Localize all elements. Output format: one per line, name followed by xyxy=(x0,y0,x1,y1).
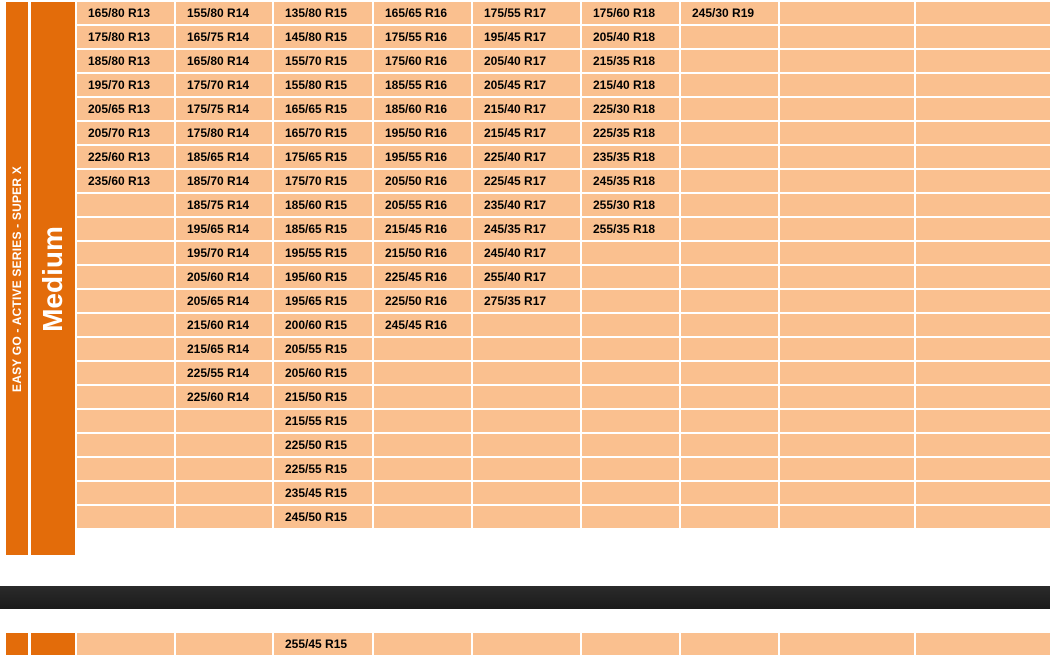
tire-size-cell xyxy=(77,434,174,456)
tire-size-cell xyxy=(374,633,471,655)
tire-size-cell xyxy=(374,386,471,408)
tire-size-cell: 225/60 R14 xyxy=(176,386,272,408)
tire-size-cell xyxy=(681,194,778,216)
tire-size-cell xyxy=(780,338,914,360)
tire-size-cell: 175/75 R14 xyxy=(176,98,272,120)
tire-size-cell: 175/80 R14 xyxy=(176,122,272,144)
tire-size-cell xyxy=(916,122,1050,144)
tire-size-cell xyxy=(374,338,471,360)
tire-size-cell: 205/40 R17 xyxy=(473,50,580,72)
tire-size-cell xyxy=(681,506,778,528)
tire-size-cell xyxy=(780,122,914,144)
tire-size-cell xyxy=(780,506,914,528)
tire-size-cell: 225/35 R18 xyxy=(582,122,679,144)
tire-size-cell: 175/80 R13 xyxy=(77,26,174,48)
tire-size-cell xyxy=(681,146,778,168)
tire-size-cell: 165/65 R15 xyxy=(274,98,372,120)
tire-size-cell xyxy=(77,290,174,312)
tire-size-cell xyxy=(681,362,778,384)
tire-size-cell xyxy=(582,338,679,360)
tire-size-cell: 205/55 R15 xyxy=(274,338,372,360)
tire-size-cell: 175/70 R15 xyxy=(274,170,372,192)
tire-size-cell xyxy=(374,458,471,480)
tire-size-cell xyxy=(77,242,174,264)
tire-size-cell xyxy=(582,410,679,432)
tire-size-cell xyxy=(582,290,679,312)
tire-size-cell: 175/60 R16 xyxy=(374,50,471,72)
tire-size-cell xyxy=(780,50,914,72)
tire-size-cell: 205/60 R14 xyxy=(176,266,272,288)
tire-size-cell xyxy=(681,386,778,408)
tire-size-cell: 215/45 R16 xyxy=(374,218,471,240)
tire-size-cell: 175/55 R16 xyxy=(374,26,471,48)
tire-size-cell: 205/50 R16 xyxy=(374,170,471,192)
tire-size-cell: 205/45 R17 xyxy=(473,74,580,96)
tire-size-cell xyxy=(77,458,174,480)
tire-size-cell xyxy=(916,266,1050,288)
tire-size-cell: 185/60 R15 xyxy=(274,194,372,216)
tire-size-cell xyxy=(582,314,679,336)
tire-size-cell xyxy=(780,194,914,216)
tire-size-cell: 165/75 R14 xyxy=(176,26,272,48)
tire-size-table xyxy=(77,2,1047,528)
tire-size-cell xyxy=(916,74,1050,96)
tire-size-cell: 195/70 R13 xyxy=(77,74,174,96)
tire-size-cell xyxy=(582,242,679,264)
tire-size-cell: 235/60 R13 xyxy=(77,170,174,192)
tire-size-cell xyxy=(176,633,272,655)
grade-side-continued xyxy=(31,633,75,655)
tire-size-cell: 245/35 R18 xyxy=(582,170,679,192)
tire-size-cell: 215/40 R18 xyxy=(582,74,679,96)
tire-size-cell xyxy=(681,122,778,144)
tire-size-cell xyxy=(582,482,679,504)
tire-size-cell xyxy=(77,506,174,528)
grade-label-text: Medium xyxy=(37,225,68,332)
tire-size-cell xyxy=(780,2,914,24)
tire-size-cell xyxy=(681,290,778,312)
tire-size-cell xyxy=(780,146,914,168)
tire-size-cell: 215/65 R14 xyxy=(176,338,272,360)
tire-size-cell xyxy=(176,458,272,480)
tire-size-cell xyxy=(916,170,1050,192)
series-side-label xyxy=(6,2,28,555)
tire-size-cell xyxy=(780,386,914,408)
tire-size-cell: 245/30 R19 xyxy=(681,2,778,24)
tire-size-cell: 175/60 R18 xyxy=(582,2,679,24)
tire-size-cell: 185/75 R14 xyxy=(176,194,272,216)
tire-size-cell xyxy=(780,314,914,336)
tire-size-cell: 215/35 R18 xyxy=(582,50,679,72)
tire-size-cell xyxy=(681,434,778,456)
tire-size-cell xyxy=(681,458,778,480)
tire-size-cell xyxy=(916,50,1050,72)
tire-size-cell: 185/80 R13 xyxy=(77,50,174,72)
tire-size-cell xyxy=(176,506,272,528)
tire-size-table-continued xyxy=(77,633,1047,655)
tire-size-cell: 245/50 R15 xyxy=(274,506,372,528)
tire-size-cell xyxy=(681,74,778,96)
tire-size-cell xyxy=(681,410,778,432)
tire-size-cell: 185/65 R14 xyxy=(176,146,272,168)
tire-size-cell xyxy=(916,338,1050,360)
tire-size-cell: 225/55 R14 xyxy=(176,362,272,384)
tire-size-cell xyxy=(473,434,580,456)
tire-size-cell: 235/45 R15 xyxy=(274,482,372,504)
tire-size-cell xyxy=(916,633,1050,655)
tire-size-cell xyxy=(77,386,174,408)
tire-size-cell xyxy=(916,386,1050,408)
tire-size-cell: 205/55 R16 xyxy=(374,194,471,216)
tire-size-cell xyxy=(780,242,914,264)
tire-size-cell: 245/35 R17 xyxy=(473,218,580,240)
page-divider-bar xyxy=(0,586,1050,609)
tire-size-cell xyxy=(681,314,778,336)
tire-size-cell: 195/45 R17 xyxy=(473,26,580,48)
tire-size-cell xyxy=(473,506,580,528)
tire-size-cell xyxy=(374,362,471,384)
tire-size-cell: 255/35 R18 xyxy=(582,218,679,240)
tire-size-cell: 215/40 R17 xyxy=(473,98,580,120)
tire-size-cell xyxy=(681,482,778,504)
tire-size-cell: 215/60 R14 xyxy=(176,314,272,336)
tire-size-cell xyxy=(780,458,914,480)
tire-size-cell xyxy=(582,458,679,480)
tire-size-cell: 175/65 R15 xyxy=(274,146,372,168)
tire-size-cell: 255/30 R18 xyxy=(582,194,679,216)
tire-size-cell xyxy=(77,482,174,504)
tire-size-cell xyxy=(780,290,914,312)
tire-size-cell: 165/80 R13 xyxy=(77,2,174,24)
tire-size-cell: 225/55 R15 xyxy=(274,458,372,480)
tire-size-cell: 145/80 R15 xyxy=(274,26,372,48)
tire-size-cell xyxy=(582,266,679,288)
tire-size-cell: 195/55 R16 xyxy=(374,146,471,168)
tire-size-cell xyxy=(780,410,914,432)
tire-size-cell xyxy=(473,338,580,360)
tire-size-cell xyxy=(681,218,778,240)
tire-size-cell: 205/70 R13 xyxy=(77,122,174,144)
tire-size-cell: 255/40 R17 xyxy=(473,266,580,288)
tire-size-cell xyxy=(582,633,679,655)
tire-size-cell xyxy=(176,410,272,432)
tire-size-cell xyxy=(582,362,679,384)
tire-size-cell: 255/45 R15 xyxy=(274,633,372,655)
tire-size-cell xyxy=(780,434,914,456)
tire-size-cell xyxy=(681,26,778,48)
tire-size-cell xyxy=(916,410,1050,432)
tire-size-cell: 165/70 R15 xyxy=(274,122,372,144)
tire-size-cell xyxy=(780,218,914,240)
tire-size-cell xyxy=(582,386,679,408)
grade-side-label xyxy=(31,2,75,555)
series-label-text: EASY GO - ACTIVE SERIES - SUPER X xyxy=(10,165,25,392)
tire-size-cell: 225/45 R17 xyxy=(473,170,580,192)
tire-size-cell: 195/65 R15 xyxy=(274,290,372,312)
tire-size-cell xyxy=(681,338,778,360)
tire-size-cell: 165/80 R14 xyxy=(176,50,272,72)
tire-size-cell: 155/80 R15 xyxy=(274,74,372,96)
tire-size-cell xyxy=(916,458,1050,480)
tire-size-cell xyxy=(473,362,580,384)
tire-size-cell xyxy=(473,386,580,408)
tire-size-cell: 195/50 R16 xyxy=(374,122,471,144)
tire-size-cell: 225/30 R18 xyxy=(582,98,679,120)
tire-size-cell: 215/50 R15 xyxy=(274,386,372,408)
tire-size-cell xyxy=(176,482,272,504)
tire-size-cell xyxy=(780,170,914,192)
tire-size-cell: 225/60 R13 xyxy=(77,146,174,168)
tire-size-cell xyxy=(916,290,1050,312)
tire-size-cell xyxy=(582,434,679,456)
tire-size-cell xyxy=(681,170,778,192)
tire-size-cell: 235/40 R17 xyxy=(473,194,580,216)
tire-size-cell xyxy=(374,482,471,504)
tire-size-cell xyxy=(681,242,778,264)
series-side-continued xyxy=(6,633,28,655)
tire-size-cell: 275/35 R17 xyxy=(473,290,580,312)
tire-size-cell: 215/55 R15 xyxy=(274,410,372,432)
tire-size-cell: 215/45 R17 xyxy=(473,122,580,144)
tire-size-cell xyxy=(780,98,914,120)
tire-size-cell: 195/60 R15 xyxy=(274,266,372,288)
tire-size-cell: 205/65 R13 xyxy=(77,98,174,120)
tire-size-cell xyxy=(77,194,174,216)
tire-size-cell xyxy=(374,410,471,432)
tire-size-cell: 155/70 R15 xyxy=(274,50,372,72)
tire-size-cell xyxy=(77,338,174,360)
tire-size-cell: 205/65 R14 xyxy=(176,290,272,312)
tire-size-cell: 185/65 R15 xyxy=(274,218,372,240)
tire-size-cell xyxy=(473,633,580,655)
tire-size-cell xyxy=(780,362,914,384)
tire-size-cell: 245/40 R17 xyxy=(473,242,580,264)
tire-size-cell: 245/45 R16 xyxy=(374,314,471,336)
tire-size-cell: 225/50 R15 xyxy=(274,434,372,456)
tire-size-cell xyxy=(780,74,914,96)
tire-size-cell xyxy=(780,26,914,48)
tire-size-cell: 225/45 R16 xyxy=(374,266,471,288)
tire-size-cell xyxy=(780,482,914,504)
tire-size-cell xyxy=(916,218,1050,240)
tire-size-cell xyxy=(77,314,174,336)
tire-size-cell: 225/40 R17 xyxy=(473,146,580,168)
tire-size-cell: 195/70 R14 xyxy=(176,242,272,264)
tire-size-cell xyxy=(473,410,580,432)
tire-size-cell xyxy=(780,633,914,655)
tire-size-cell: 200/60 R15 xyxy=(274,314,372,336)
tire-size-cell xyxy=(681,98,778,120)
tire-size-cell xyxy=(916,482,1050,504)
tire-size-cell: 185/60 R16 xyxy=(374,98,471,120)
tire-size-cell xyxy=(176,434,272,456)
tire-size-cell xyxy=(681,50,778,72)
tire-size-cell xyxy=(473,482,580,504)
tire-size-cell xyxy=(374,434,471,456)
tire-size-cell: 195/65 R14 xyxy=(176,218,272,240)
tire-size-cell xyxy=(77,266,174,288)
tire-size-cell xyxy=(916,194,1050,216)
tire-size-cell xyxy=(473,314,580,336)
tire-size-cell xyxy=(916,362,1050,384)
tire-size-cell xyxy=(916,2,1050,24)
tire-size-cell xyxy=(77,633,174,655)
tire-size-cell xyxy=(77,410,174,432)
tire-size-cell: 185/70 R14 xyxy=(176,170,272,192)
tire-size-cell xyxy=(916,98,1050,120)
tire-size-cell: 175/70 R14 xyxy=(176,74,272,96)
tire-size-cell xyxy=(780,266,914,288)
tire-size-cell: 195/55 R15 xyxy=(274,242,372,264)
tire-size-cell: 205/40 R18 xyxy=(582,26,679,48)
tire-size-cell xyxy=(582,506,679,528)
tire-size-cell xyxy=(916,26,1050,48)
tire-size-cell: 155/80 R14 xyxy=(176,2,272,24)
tire-size-cell: 175/55 R17 xyxy=(473,2,580,24)
tire-size-cell: 135/80 R15 xyxy=(274,2,372,24)
tire-size-cell xyxy=(77,218,174,240)
tire-size-cell xyxy=(916,314,1050,336)
tire-size-cell xyxy=(77,362,174,384)
tire-size-cell: 185/55 R16 xyxy=(374,74,471,96)
tire-size-cell: 225/50 R16 xyxy=(374,290,471,312)
tire-size-cell: 205/60 R15 xyxy=(274,362,372,384)
tire-size-cell: 165/65 R16 xyxy=(374,2,471,24)
tire-size-cell: 215/50 R16 xyxy=(374,242,471,264)
tire-size-cell xyxy=(681,266,778,288)
tire-size-cell xyxy=(681,633,778,655)
tire-size-cell: 235/35 R18 xyxy=(582,146,679,168)
tire-size-cell xyxy=(916,146,1050,168)
tire-size-cell xyxy=(916,242,1050,264)
tire-size-cell xyxy=(916,506,1050,528)
tire-size-cell xyxy=(374,506,471,528)
tire-size-cell xyxy=(473,458,580,480)
tire-size-cell xyxy=(916,434,1050,456)
